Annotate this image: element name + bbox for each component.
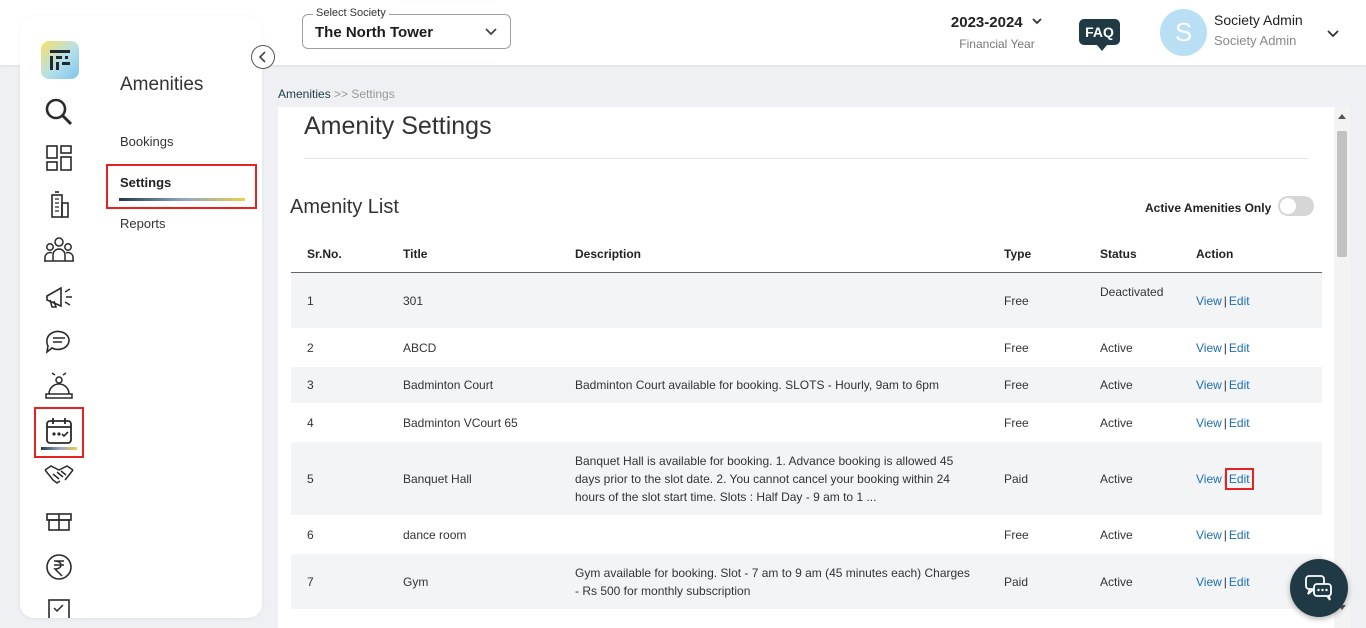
view-link[interactable]: View [1196,472,1222,486]
collapse-sidebar-button[interactable] [251,45,275,69]
dashboard-icon[interactable] [43,142,75,174]
cell-title: 301 [403,294,424,308]
toggle-knob [1280,198,1296,214]
breadcrumb-parent[interactable]: Amenities [278,87,331,101]
cell-srno: 6 [307,528,314,542]
action-separator: | [1223,341,1227,355]
cell-title: dance room [403,528,467,542]
cell-action [1196,470,1250,488]
column-header-description: Description [575,247,642,261]
building-icon[interactable] [43,189,75,221]
cell-type: Free [1004,416,1029,430]
action-separator: | [1223,575,1227,589]
edit-link[interactable]: Edit [1228,294,1250,308]
chat-support-button[interactable] [1290,559,1348,617]
chevron-down-icon [1031,14,1043,32]
document-icon[interactable] [43,596,75,618]
cell-status: Active [1100,575,1133,589]
table-header [291,237,1322,273]
view-link[interactable]: View [1196,341,1222,355]
submenu-item-bookings[interactable]: Bookings [120,134,174,149]
view-link[interactable]: View [1196,416,1222,430]
cell-action [1196,573,1250,591]
column-header-srno: Sr.No. [307,247,342,261]
column-header-type: Type [1004,247,1032,261]
table-row [291,329,1322,367]
cell-type: Paid [1004,575,1029,589]
action-separator: | [1223,472,1227,486]
handshake-icon[interactable] [43,458,75,490]
cell-description: Gym available for booking. Slot - 7 am to 9 am (45 minutes each) Charges - Rs 500 for monthly subscription [575,566,970,598]
view-link[interactable]: View [1196,528,1222,542]
cell-action [1196,376,1250,394]
active-rail-underline [41,447,77,450]
action-separator: | [1223,378,1227,392]
column-header-title: Title [403,247,428,261]
cell-srno: 1 [307,294,314,308]
gift-icon[interactable] [43,505,75,537]
chat-bubbles-icon [1304,573,1334,603]
amenities-calendar-icon[interactable] [43,415,75,447]
table-row [291,273,1322,329]
financial-year-label: Financial Year [959,37,1035,52]
cell-type: Free [1004,341,1029,355]
cell-description: Badminton Court available for booking. SLOTS - Hourly, 9am to 6pm [575,378,939,392]
sidebar [20,16,262,618]
chevron-down-icon [484,24,498,43]
list-title: Amenity List [290,196,399,218]
table-row [291,442,1322,516]
action-separator: | [1223,528,1227,542]
cell-title: ABCD [403,341,437,355]
content-scrollbar[interactable] [1334,107,1350,628]
cell-title: Badminton Court [403,378,494,392]
scroll-thumb[interactable] [1337,131,1347,257]
cell-description: Banquet Hall is available for booking. 1. Advance booking is allowed 45 days prior to the slot date. 2. You cannot cancel your booking within 24 hours of the slot start time. Slots : Half Day - 9 am to 1 ... [575,454,954,504]
rupee-icon[interactable] [43,551,75,583]
cell-type: Free [1004,294,1029,308]
user-name[interactable]: Society Admin [1214,12,1303,28]
cell-action [1196,292,1250,310]
edit-link[interactable]: Edit [1228,528,1250,542]
cell-srno: 7 [307,575,314,589]
edit-link-highlighted[interactable]: Edit [1228,472,1250,486]
chat-icon[interactable] [43,326,75,358]
table-row [291,404,1322,442]
cell-title: Gym [403,575,429,589]
active-only-toggle-label: Active Amenities Only [1145,201,1272,215]
main-content [278,107,1334,628]
view-link[interactable]: View [1196,294,1222,308]
cell-action [1196,339,1250,357]
cell-type: Paid [1004,472,1029,486]
action-separator: | [1223,416,1227,430]
scroll-up-icon[interactable] [1338,114,1346,119]
members-icon[interactable] [43,234,75,266]
financial-year-value: 2023-2024 [950,14,1023,32]
society-select-label: Select Society [313,7,389,19]
announcement-icon[interactable] [43,280,75,312]
cell-srno: 2 [307,341,314,355]
submenu-item-settings[interactable]: Settings [120,175,172,190]
app-logo[interactable] [41,41,79,79]
breadcrumb [278,87,395,101]
amenity-table [291,237,1322,610]
cell-title: Banquet Hall [403,472,472,486]
column-header-status: Status [1100,247,1137,261]
view-link[interactable]: View [1196,378,1222,392]
cell-status: Active [1100,472,1133,486]
table-row [291,516,1322,554]
chevron-down-icon[interactable] [1326,26,1340,45]
cell-srno: 5 [307,472,314,486]
breadcrumb-current: Settings [351,87,395,101]
cell-status: Deactivated [1100,285,1164,299]
edit-link[interactable]: Edit [1228,575,1250,589]
society-select[interactable] [302,7,511,49]
cell-srno: 3 [307,378,314,392]
table-row [291,554,1322,610]
helpdesk-icon[interactable] [43,371,75,403]
cell-status: Active [1100,528,1133,542]
table-row [291,367,1322,404]
page-title: Amenity Settings [304,112,492,140]
financial-year-selector[interactable] [948,14,1046,51]
action-separator: | [1223,294,1227,308]
breadcrumb-separator: >> [330,87,352,101]
cell-status: Active [1100,341,1133,355]
active-submenu-underline [119,198,245,201]
cell-status: Active [1100,416,1133,430]
faq-button[interactable]: FAQ [1079,19,1120,45]
active-only-toggle[interactable] [1278,196,1314,216]
cell-title: Badminton VCourt 65 [403,416,518,430]
submenu-item-reports[interactable]: Reports [120,216,166,231]
cell-action [1196,526,1250,544]
search-icon[interactable] [43,96,75,128]
edit-link[interactable]: Edit [1228,416,1250,430]
cell-status: Active [1100,378,1133,392]
cell-action [1196,414,1250,432]
avatar[interactable]: S [1160,9,1207,56]
cell-srno: 4 [307,416,314,430]
submenu-title: Amenities [120,74,204,95]
cell-type: Free [1004,528,1029,542]
cell-type: Free [1004,378,1029,392]
view-link[interactable]: View [1196,575,1222,589]
edit-link[interactable]: Edit [1228,341,1250,355]
title-divider [304,158,1308,159]
edit-link[interactable]: Edit [1228,378,1250,392]
society-select-value: The North Tower [315,24,434,41]
column-header-action: Action [1196,247,1234,261]
user-role: Society Admin [1214,33,1297,48]
